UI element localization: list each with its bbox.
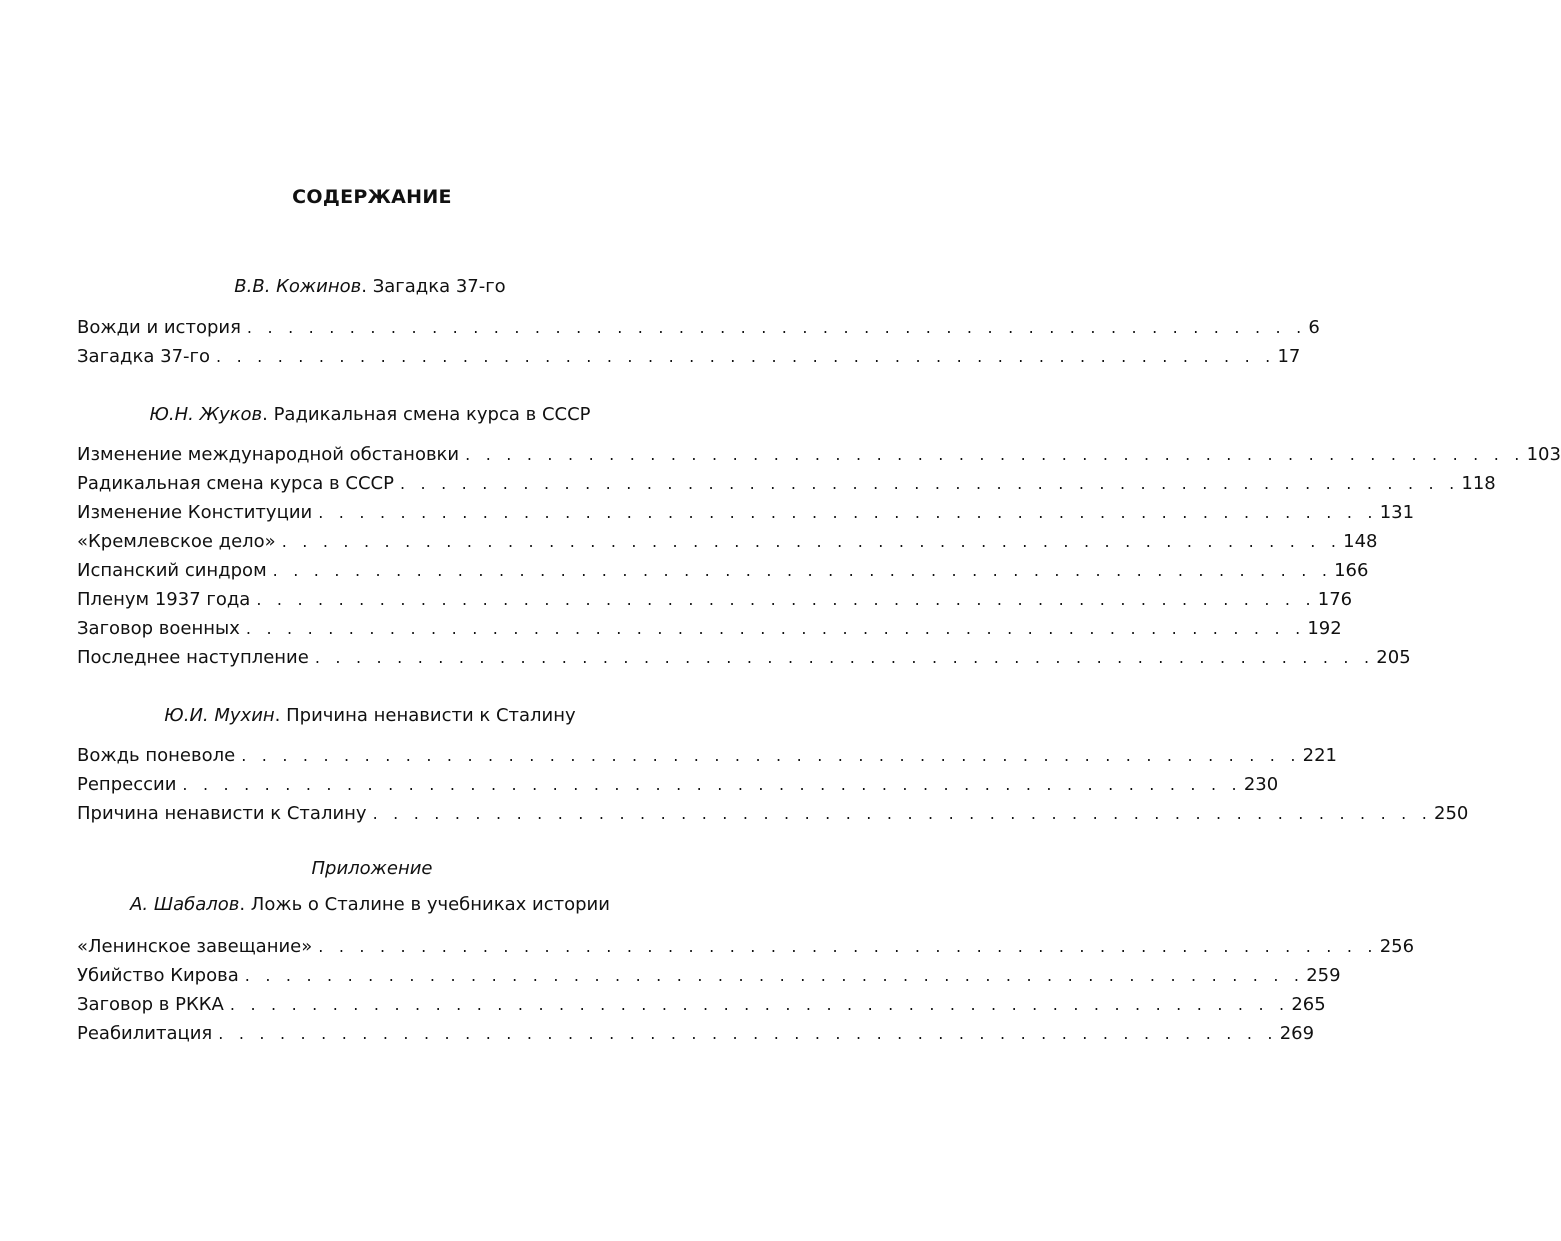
toc-page-number: 230 <box>1243 774 1279 795</box>
toc-entry[interactable] <box>77 314 1320 342</box>
toc-entry[interactable] <box>77 343 1301 371</box>
toc-entry-title: Изменение Конституции <box>77 502 313 523</box>
dot-leader: . . . . . . . . . . . . . . . . . . . . . . . . . . . . . . . . . . . . . . . . . . . . . . . . . . . . <box>314 648 1375 667</box>
section-title: . Радикальная смена курса в СССР <box>262 404 591 425</box>
section-heading <box>0 893 740 917</box>
toc-entry-title: Пленум 1937 года <box>77 589 251 610</box>
toc-entry[interactable] <box>77 933 1415 961</box>
dot-leader: . . . . . . . . . . . . . . . . . . . . . . . . . . . . . . . . . . . . . . . . . . . . . . . . . . . . <box>256 590 1316 609</box>
section-author: А. Шабалов <box>130 894 240 915</box>
toc-page-number: 192 <box>1307 618 1342 639</box>
toc-page-number: 176 <box>1317 589 1353 610</box>
dot-leader: . . . . . . . . . . . . . . . . . . . . . . . . . . . . . . . . . . . . . . . . . . . . . . . . . . . . <box>399 474 1460 493</box>
dot-leader: . . . . . . . . . . . . . . . . . . . . . . . . . . . . . . . . . . . . . . . . . . . . . . . . . . . . <box>244 966 1305 985</box>
section-author: Ю.Н. Жуков <box>149 404 263 425</box>
dot-leader: . . . . . . . . . . . . . . . . . . . . . . . . . . . . . . . . . . . . . . . . . . . . . . . . . . . . <box>318 503 1378 522</box>
toc-page-number: 6 <box>1308 317 1320 338</box>
toc-page-number: 269 <box>1279 1023 1315 1044</box>
toc-entry[interactable] <box>77 962 1341 990</box>
toc-entry-title: Вожди и история <box>77 317 241 338</box>
section-heading <box>0 403 740 427</box>
dot-leader: . . . . . . . . . . . . . . . . . . . . . . . . . . . . . . . . . . . . . . . . . . . . . . . . . . . . <box>465 445 1525 464</box>
toc-entry[interactable] <box>77 528 1378 556</box>
toc-page-number: 17 <box>1277 346 1301 367</box>
toc-entry-title: Вождь поневоле <box>77 745 236 766</box>
toc-page-number: 131 <box>1379 502 1415 523</box>
toc-page-number: 148 <box>1343 531 1378 552</box>
toc-entry-title: Причина ненависти к Сталину <box>77 803 367 824</box>
toc-entry[interactable] <box>77 1020 1315 1048</box>
appendix-label: Приложение <box>311 858 433 879</box>
toc-page-number: 103 <box>1526 444 1561 465</box>
toc-entry[interactable] <box>77 499 1415 527</box>
dot-leader: . . . . . . . . . . . . . . . . . . . . . . . . . . . . . . . . . . . . . . . . . . . . . . . . . . . . <box>372 804 1433 823</box>
toc-entry-title: Реабилитация <box>77 1023 213 1044</box>
toc-entry[interactable] <box>77 586 1353 614</box>
dot-leader: . . . . . . . . . . . . . . . . . . . . . . . . . . . . . . . . . . . . . . . . . . . . . . . . . . . . <box>241 746 1301 765</box>
toc-entry[interactable] <box>77 991 1326 1019</box>
toc-entry-title: «Ленинское завещание» <box>77 936 313 957</box>
dot-leader: . . . . . . . . . . . . . . . . . . . . . . . . . . . . . . . . . . . . . . . . . . . . . . . . . . . . <box>246 318 1307 337</box>
toc-entry-title: «Кремлевское дело» <box>77 531 276 552</box>
dot-leader: . . . . . . . . . . . . . . . . . . . . . . . . . . . . . . . . . . . . . . . . . . . . . . . . . . . . <box>229 995 1290 1014</box>
dot-leader: . . . . . . . . . . . . . . . . . . . . . . . . . . . . . . . . . . . . . . . . . . . . . . . . . . . . <box>318 937 1378 956</box>
toc-page-number: 205 <box>1376 647 1411 668</box>
toc-entry[interactable] <box>77 742 1337 770</box>
toc-entry-title: Заговор в РККА <box>77 994 224 1015</box>
section-title: . Причина ненависти к Сталину <box>274 705 576 726</box>
toc-entry[interactable] <box>77 470 1496 498</box>
section-title: . Загадка 37-го <box>361 276 506 297</box>
dot-leader: . . . . . . . . . . . . . . . . . . . . . . . . . . . . . . . . . . . . . . . . . . . . . . . . . . . . <box>245 619 1306 638</box>
toc-page-number: 250 <box>1434 803 1469 824</box>
toc-entry-title: Загадка 37-го <box>77 346 210 367</box>
toc-page-number: 118 <box>1461 473 1496 494</box>
toc-entry[interactable] <box>77 441 1561 469</box>
toc-entry[interactable] <box>77 771 1279 799</box>
section-author: В.В. Кожинов <box>234 276 362 297</box>
dot-leader: . . . . . . . . . . . . . . . . . . . . . . . . . . . . . . . . . . . . . . . . . . . . . . . . . . . . <box>218 1024 1278 1043</box>
toc-entry-title: Испанский синдром <box>77 560 267 581</box>
dot-leader: . . . . . . . . . . . . . . . . . . . . . . . . . . . . . . . . . . . . . . . . . . . . . . . . . . . . <box>281 532 1342 551</box>
toc-entry[interactable] <box>77 644 1411 672</box>
section-author: Ю.И. Мухин <box>164 705 275 726</box>
dot-leader: . . . . . . . . . . . . . . . . . . . . . . . . . . . . . . . . . . . . . . . . . . . . . . . . . . . . <box>182 775 1242 794</box>
toc-entry[interactable] <box>77 557 1369 585</box>
page-title: СОДЕРЖАНИЕ <box>292 186 452 208</box>
section-title: . Ложь о Сталине в учебниках истории <box>239 894 610 915</box>
toc-entry-title: Последнее наступление <box>77 647 309 668</box>
toc-entry-title: Убийство Кирова <box>77 965 239 986</box>
dot-leader: . . . . . . . . . . . . . . . . . . . . . . . . . . . . . . . . . . . . . . . . . . . . . . . . . . . . <box>272 561 1333 580</box>
toc-entry-title: Изменение международной обстановки <box>77 444 460 465</box>
toc-page-number: 259 <box>1306 965 1341 986</box>
section-heading <box>0 704 740 728</box>
toc-page-number: 256 <box>1379 936 1415 957</box>
toc-page-number: 265 <box>1291 994 1326 1015</box>
toc-page-number: 166 <box>1334 560 1369 581</box>
dot-leader: . . . . . . . . . . . . . . . . . . . . . . . . . . . . . . . . . . . . . . . . . . . . . . . . . . . . <box>216 347 1276 366</box>
section-heading <box>0 275 740 299</box>
toc-page-number: 221 <box>1302 745 1337 766</box>
toc-entry-title: Заговор военных <box>77 618 240 639</box>
toc-entry-title: Радикальная смена курса в СССР <box>77 473 394 494</box>
toc-entry[interactable] <box>77 800 1469 828</box>
toc-entry-title: Репрессии <box>77 774 177 795</box>
toc-entry[interactable] <box>77 615 1342 643</box>
